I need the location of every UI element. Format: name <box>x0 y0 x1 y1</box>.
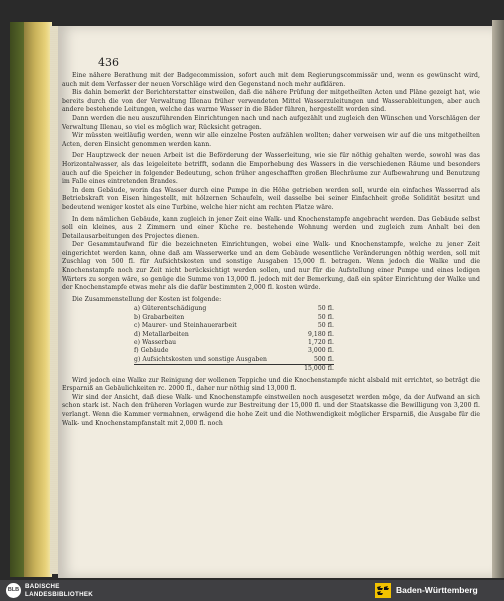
library-name <box>25 583 93 598</box>
state-name: Baden-Württemberg <box>396 585 478 595</box>
page-body-text <box>62 72 480 428</box>
cost-label: d) Metallarbeiten <box>134 330 189 338</box>
paragraph: Eine nähere Berathung mit der Badgecommission, sofort auch mit dem Regierungscommissär und, wenn es gewünscht wird, auch mit dem Verfasser der neuen Vorschläge wird den Gegenstand noch mehr aufklären. <box>62 72 480 88</box>
cost-row <box>134 347 334 355</box>
library-footer <box>0 580 504 601</box>
cost-row <box>134 331 334 339</box>
blb-logo[interactable]: BLB <box>6 583 21 598</box>
cost-value: 9,180 fl. <box>308 330 334 338</box>
library-name-line2: LANDESBIBLIOTHEK <box>25 590 94 598</box>
cost-label: c) Maurer- und Steinhauerarbeit <box>134 322 237 330</box>
paragraph: Dann werden die neu auszuführenden Einrichtungen nach und nach aufgezählt und zugleich den Wünschen und Vorschlägen der Verwaltung Illenau, so viel es möglich war, Rücksicht getragen. <box>62 114 480 131</box>
cost-value: 1,720 fl. <box>308 339 334 347</box>
cost-value: 500 fl. <box>313 355 334 363</box>
cost-label: b) Grabarbeiten <box>134 313 185 321</box>
paragraph: In dem nämlichen Gebäude, kann zugleich in jener Zeit eine Walk- und Knochenstampfe angebracht werden. Das Gebäude selbst soll ein kleines, aus 2 Zimmern und einer Küche re. bestehende Wohnung werden und zugleich zum Anhalt bei den Detailausarbeitungen des Projectes dienen. <box>62 215 480 240</box>
page-number: 436 <box>98 56 119 69</box>
paragraph: Wird jedoch eine Walke zur Reinigung der wollenen Teppiche und die Knochenstampfe nicht alsbald mit errichtet, so beträgt die Ersparniß an Gebäulichkeiten rc. 2000 fl., daher nur nöthig sind 13,000 fl. <box>62 376 480 393</box>
cost-total-row <box>134 365 334 374</box>
cost-value: 50 fl. <box>317 322 334 330</box>
cost-row <box>134 305 334 313</box>
cost-value: 50 fl. <box>317 305 334 313</box>
cost-value: 3,000 fl. <box>308 347 334 355</box>
paragraph: Bis dahin bemerkt der Berichterstatter einstweilen, daß die nähere Prüfung der mitgetheilten Acten und Pläne gezeigt hat, wie bereits durch die von der Verwaltung Illenau früher verwendeten Mittel Wasserzuleitungen und Wasserableitungen, aber auch andere bestehende Leitungen, welche das warme Wasser in die Bäder führen, hergestellt worden sind. <box>62 89 480 114</box>
cost-label: f) Gebäude <box>134 347 169 355</box>
baden-wuerttemberg-crest-icon <box>375 583 391 598</box>
cost-total: 15,000 fl. <box>284 365 334 374</box>
paragraph: Der Hauptzweck der neuen Arbeit ist die Beförderung der Wasserleitung, wie sie für nöthig gehalten werde, sowohl was das Horizontalwasser, als das leigeleitete betrifft, sodann die Emporhebung des Wassers in die verschiedenen Räume und besonders auch auf die Speicher in folgender Bedeutung, schon früher angeschafften großen Blechräume zur Aufbewahrung und Benutzung im Falle eines eintretenden Brandes. <box>62 152 480 186</box>
cost-row <box>134 356 334 365</box>
cost-row <box>134 339 334 347</box>
cost-label: e) Wasserbau <box>134 339 177 347</box>
cover-binding <box>10 22 24 577</box>
book-cover <box>10 22 52 577</box>
library-name-line1: BADISCHE <box>25 583 60 590</box>
cost-label: a) Güterentschädigung <box>134 305 207 313</box>
cost-row <box>134 322 334 330</box>
cost-table <box>134 305 334 373</box>
paragraph: Wir müssten weitläufig werden, wenn wir alle einzelne Posten aufzählen wollten; daher verweisen wir auf die uns mitgetheilten Acten, deren Einsicht genommen werden kann. <box>62 132 480 148</box>
costs-intro: Die Zusammenstellung der Kosten ist folgende: <box>72 295 222 303</box>
page-right-edge <box>492 20 504 578</box>
paragraph: Wir sind der Ansicht, daß diese Walk- und Knochenstampfe einstweilen noch ausgesetzt werden möge, da der Aufwand an sich schon stark ist. Nach den früheren Vorlagen wurde zur Bestreitung der 15,000 fl. und der Staatskasse die Bewilligung von 3,200 fl. verlangt. Wenn die Kammer vermahnen, erwägend die hohe Zeit und die Nothwendigkeit möglicher Ersparniß, die Ausgabe für die Walk- und Knochenstampfanstalt mit 2,000 fl. noch <box>62 393 480 427</box>
cost-value: 50 fl. <box>317 313 334 321</box>
paragraph: In dem Gebäude, worin das Wasser durch eine Pumpe in die Höhe getrieben werden soll, wurde ein einfaches Wasserrad als Betriebskraft von Eisen hingestellt, mit hölzernen Schaufeln, weil dasselbe bei seiner Einfachheit große Solidität besitzt und bedeutend weniger kostet als eine Turbine, welche hier nicht am rechten Platze wäre. <box>62 186 480 211</box>
paragraph: Der Gesammtaufwand für die bezeichneten Einrichtungen, wobei eine Walk- und Knochenstampfe, welche zu jener Zeit eingerichtet werden kann, ohne daß am Wasserwerke und an dem Gebäude wesentliche Veränderungen nöthig werden, soll mit Zuschlag von 500 fl. für Aufsichtskosten und sonstige Ausgaben 15,000 fl. betragen. Wenn jedoch die Walke und die Knochenstampfe noch zur Zeit nicht berücksichtigt werden sollen, und nur für die Aufstellung einer Pumpe und eines ledigen Wärters zu sorgen wäre, so genüge die Summe von 13,000 fl. jedoch mit der Bemerkung, daß ein später Einrichtung der Walke und der Knochenstampfe etwas mehr als die dafür bestimmten 2,000 fl. kosten würde. <box>62 241 480 292</box>
cost-row <box>134 314 334 322</box>
cost-label: g) Aufsichtskosten und sonstige Ausgaben <box>134 355 267 363</box>
